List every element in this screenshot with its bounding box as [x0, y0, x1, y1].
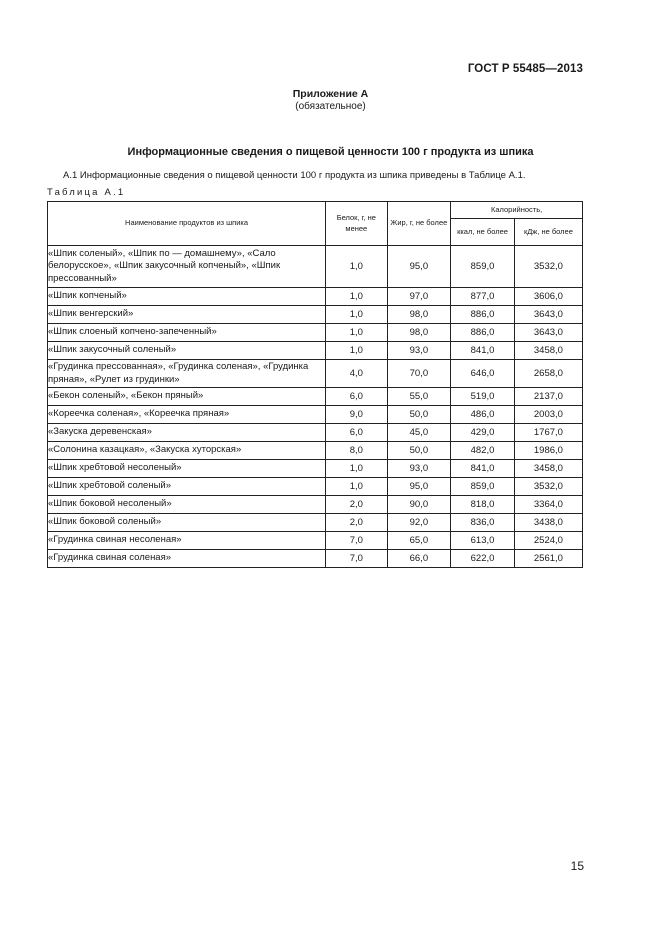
cell-kcal: 646,0 [451, 360, 515, 388]
header-kcal: ккал, не более [451, 219, 515, 246]
cell-kcal: 877,0 [451, 288, 515, 306]
table-row [48, 306, 583, 324]
cell-kj: 3532,0 [514, 478, 582, 496]
table-row [48, 442, 583, 460]
cell-protein: 8,0 [326, 442, 387, 460]
cell-fat: 70,0 [387, 360, 451, 388]
nutrition-table [47, 201, 583, 568]
cell-product-name: «Грудинка свиная соленая» [48, 550, 326, 568]
cell-kj: 3606,0 [514, 288, 582, 306]
cell-product-name: «Грудинка свиная несоленая» [48, 532, 326, 550]
cell-kj: 3458,0 [514, 460, 582, 478]
table-row [48, 360, 583, 388]
cell-fat: 92,0 [387, 514, 451, 532]
cell-product-name: «Шпик венгерский» [48, 306, 326, 324]
cell-fat: 65,0 [387, 532, 451, 550]
cell-fat: 50,0 [387, 442, 451, 460]
table-body [48, 246, 583, 568]
cell-kj: 2658,0 [514, 360, 582, 388]
cell-protein: 7,0 [326, 532, 387, 550]
cell-fat: 95,0 [387, 478, 451, 496]
cell-fat: 50,0 [387, 406, 451, 424]
table-row [48, 550, 583, 568]
cell-kj: 3643,0 [514, 324, 582, 342]
cell-product-name: «Закуска деревенская» [48, 424, 326, 442]
appendix-title: Приложение А [292, 88, 369, 100]
cell-kcal: 859,0 [451, 478, 515, 496]
cell-product-name: «Грудинка прессованная», «Грудинка соленая», «Грудинка пряная», «Рулет из грудинки» [48, 360, 326, 388]
table-row [48, 324, 583, 342]
cell-protein: 4,0 [326, 360, 387, 388]
cell-kcal: 886,0 [451, 306, 515, 324]
cell-protein: 1,0 [326, 306, 387, 324]
cell-kcal: 841,0 [451, 342, 515, 360]
cell-fat: 98,0 [387, 306, 451, 324]
cell-kcal: 841,0 [451, 460, 515, 478]
cell-fat: 90,0 [387, 496, 451, 514]
cell-product-name: «Шпик боковой несоленый» [48, 496, 326, 514]
cell-kj: 1986,0 [514, 442, 582, 460]
table-row [48, 388, 583, 406]
cell-fat: 66,0 [387, 550, 451, 568]
cell-protein: 2,0 [326, 514, 387, 532]
cell-product-name: «Шпик копченый» [48, 288, 326, 306]
cell-fat: 97,0 [387, 288, 451, 306]
cell-product-name: «Шпик слоеный копчено-запеченный» [48, 324, 326, 342]
intro-paragraph: А.1 Информационные сведения о пищевой ценности 100 г продукта из шпика приведены в Таблице А.1. [63, 170, 526, 181]
cell-kj: 3438,0 [514, 514, 582, 532]
table-row [48, 288, 583, 306]
cell-kcal: 613,0 [451, 532, 515, 550]
cell-kj: 2561,0 [514, 550, 582, 568]
table-row [48, 460, 583, 478]
cell-kcal: 818,0 [451, 496, 515, 514]
cell-fat: 55,0 [387, 388, 451, 406]
cell-product-name: «Бекон соленый», «Бекон пряный» [48, 388, 326, 406]
cell-kj: 3643,0 [514, 306, 582, 324]
cell-fat: 93,0 [387, 460, 451, 478]
standard-code: ГОСТ Р 55485—2013 [467, 63, 583, 75]
cell-protein: 9,0 [326, 406, 387, 424]
table-row [48, 424, 583, 442]
cell-kj: 3364,0 [514, 496, 582, 514]
cell-protein: 1,0 [326, 324, 387, 342]
cell-kcal: 486,0 [451, 406, 515, 424]
header-kj: кДж, не более [514, 219, 582, 246]
header-fat: Жир, г, не более [387, 202, 451, 246]
cell-kj: 3532,0 [514, 246, 582, 288]
cell-protein: 6,0 [326, 388, 387, 406]
cell-protein: 1,0 [326, 460, 387, 478]
cell-product-name: «Шпик закусочный соленый» [48, 342, 326, 360]
cell-kcal: 836,0 [451, 514, 515, 532]
cell-protein: 1,0 [326, 478, 387, 496]
cell-product-name: «Солонина казацкая», «Закуска хуторская» [48, 442, 326, 460]
cell-kcal: 482,0 [451, 442, 515, 460]
cell-fat: 45,0 [387, 424, 451, 442]
cell-kcal: 622,0 [451, 550, 515, 568]
cell-kcal: 519,0 [451, 388, 515, 406]
table-row [48, 532, 583, 550]
table-row [48, 342, 583, 360]
table-row [48, 246, 583, 288]
header-product-name: Наименование продуктов из шпика [48, 202, 326, 246]
cell-kcal: 859,0 [451, 246, 515, 288]
cell-protein: 6,0 [326, 424, 387, 442]
cell-kcal: 429,0 [451, 424, 515, 442]
header-protein: Белок, г, не менее [326, 202, 387, 246]
cell-kj: 2003,0 [514, 406, 582, 424]
table-row [48, 496, 583, 514]
cell-product-name: «Шпик хребтовой соленый» [48, 478, 326, 496]
cell-kj: 2137,0 [514, 388, 582, 406]
table-label: Таблица А.1 [47, 187, 126, 198]
cell-fat: 98,0 [387, 324, 451, 342]
cell-fat: 93,0 [387, 342, 451, 360]
cell-protein: 1,0 [326, 342, 387, 360]
cell-product-name: «Кореечка соленая», «Кореечка пряная» [48, 406, 326, 424]
cell-kcal: 886,0 [451, 324, 515, 342]
cell-fat: 95,0 [387, 246, 451, 288]
cell-product-name: «Шпик хребтовой несоленый» [48, 460, 326, 478]
cell-kj: 3458,0 [514, 342, 582, 360]
section-title: Информационные сведения о пищевой ценности 100 г продукта из шпика [127, 146, 534, 158]
header-calories: Калорийность, [451, 202, 583, 219]
page-number: 15 [570, 859, 584, 873]
cell-product-name: «Шпик боковой соленый» [48, 514, 326, 532]
table-row [48, 514, 583, 532]
appendix-subtitle: (обязательное) [295, 101, 366, 112]
cell-protein: 2,0 [326, 496, 387, 514]
cell-product-name: «Шпик соленый», «Шпик по — домашнему», «Сало белорусское», «Шпик закусочный копченый», «Шпик прессованный» [48, 246, 326, 288]
cell-protein: 7,0 [326, 550, 387, 568]
cell-protein: 1,0 [326, 288, 387, 306]
table-row [48, 478, 583, 496]
cell-kj: 2524,0 [514, 532, 582, 550]
cell-kj: 1767,0 [514, 424, 582, 442]
table-row [48, 406, 583, 424]
cell-protein: 1,0 [326, 246, 387, 288]
